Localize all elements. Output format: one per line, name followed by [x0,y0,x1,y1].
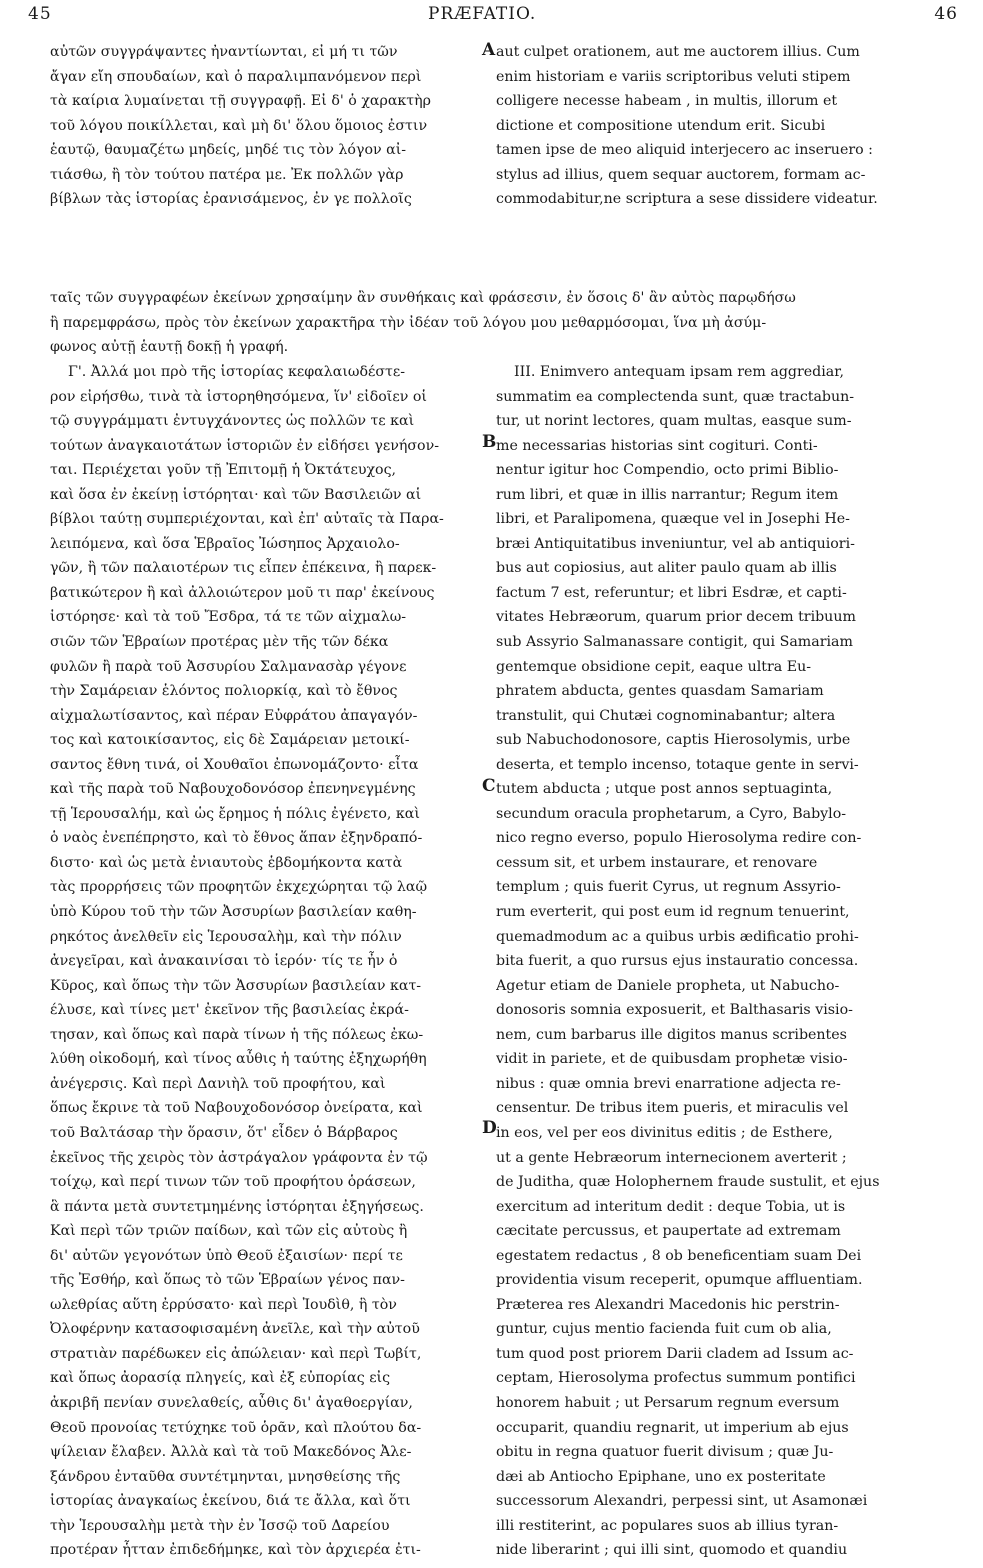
latin-column-bottom [496,360,916,1563]
greek-line: Καὶ περὶ τῶν τριῶν παίδων, καὶ τῶν εἰς αὐτοὺς ἢ [50,1223,408,1240]
greek-line: Γ'. Ἀλλά μοι πρὸ τῆς ἱστορίας κεφαλαιωδέστε- [68,364,406,380]
greek-line: Κῦρος, καὶ ὅπως τὴν τῶν Ἀσσυρίων βασιλείαν κατ- [50,977,422,994]
greek-line: τὰς προρρήσεις τῶν προφητῶν ἐκχεχώρηται τῷ λαῷ [50,879,428,896]
bridge-line: ἢ παρεμφράσω, πρὸς τὸν ἐκείνων χαρακτῆρα τὴν ἰδέαν τοῦ λόγου μου μεθαρμόσομαι, ἵνα μὴ ἀσύμ- [50,314,767,331]
greek-line: καὶ ὅσα ἐν ἐκείνῃ ἱστόρηται· καὶ τῶν Βασιλειῶν αἱ [50,486,422,503]
latin-line: nico regno everso, populo Hierosolyma redire con- [496,830,862,847]
greek-line: ἃ πάντα μετὰ συντετμημένης ἱστόρηται ἐξηγήσεως. [50,1198,424,1215]
latin-line: transtulit, qui Chutæi cognominabantur; altera [496,707,836,724]
latin-line: Præterea res Alexandri Macedonis hic perstrin- [496,1296,840,1313]
latin-line: templum ; quis fuerit Cyrus, ut regnum Assyrio- [496,879,841,896]
latin-line: censentur. De tribus item pueris, et miraculis vel [496,1100,849,1117]
running-title: PRÆFATIO. [428,4,537,24]
greek-line: τιάσθω, ἢ τὸν τούτου πατέρα με. Ἐκ πολλῶν γὰρ [50,166,404,183]
margin-letter-a: A [482,40,496,60]
greek-bridge-text [50,286,940,360]
latin-line: III. Enimvero antequam ipsam rem aggrediar, [514,364,844,380]
greek-line: ωλεθρίας αὕτη ἐρρύσατο· καὶ περὶ Ἰουδὶθ, ἣ τὸν [50,1296,397,1313]
latin-line: rum everterit, qui post eum id regnum tenuerint, [496,904,850,921]
greek-line: τοίχῳ, καὶ περί τινων τῶν τοῦ προφήτου ὁράσεων, [50,1174,416,1191]
latin-line: nide liberarint ; qui illi sint, quomodo et quandiu [496,1542,848,1559]
latin-line: donosoris somnia exposuerit, et Balthasaris visio- [496,1002,853,1019]
latin-line: tutem abducta ; utque post annos septuaginta, [496,781,833,798]
greek-line: τῇ Ἱερουσαλήμ, καὶ ὡς ἔρημος ἡ πόλις ἐγένετο, καὶ [50,805,420,822]
greek-line: ται. Περιέχεται γοῦν τῇ Ἐπιτομῇ ἡ Ὀκτάτευχος, [50,462,397,479]
greek-line: ρον εἰρήσθω, τινὰ τὰ ἱστορηθησόμενα, ἵν' εἰδοῖεν οἱ [50,388,427,405]
latin-line: successorum Alexandri, perpessi sint, ut Asamonæi [496,1493,868,1510]
latin-line: me necessarias historias sint cogituri. Conti- [496,437,818,454]
greek-line: αἰχμαλωτίσαντος, καὶ πέραν Εὐφράτου ἀπαγαγόν- [50,707,418,724]
margin-letter-c: C [482,776,496,796]
latin-line: enim historiam e variis scriptoribus veluti stipem [496,68,851,85]
greek-line: τοῦ Βαλτάσαρ τὴν ὅρασιν, ὅτ' εἶδεν ὁ Βάρβαρος [50,1124,398,1141]
latin-line: de Juditha, quæ Holophernem fraude sustulit, et ejus [496,1174,880,1191]
greek-line: προτέραν ἧτταν ἐπιδεδήμηκε, καὶ τὸν ἀρχιερέα ἐτι- [50,1542,421,1559]
latin-line: tamen ipse de meo aliquid interjecero ac inseruero : [496,142,873,159]
latin-line: rum libri, et quæ in illis narrantur; Regum item [496,486,839,503]
greek-line: ἀκριβῆ πενίαν συνελαθείς, αὖθις δι' ἀγαθοεργίαν, [50,1394,413,1411]
greek-line: τὴν Σαμάρειαν ἑλόντος πολιορκίᾳ, καὶ τὸ ἔθνος [50,683,398,700]
latin-line: tum quod post priorem Darii cladem ad Issum ac- [496,1345,854,1362]
greek-line: ἱστορίας ἀναγκαίως ἐκείνου, διά τε ἄλλα, καὶ ὅτι [50,1493,411,1510]
greek-line: γῶν, ἢ τῶν παλαιοτέρων τις εἶπεν ἐπέκεινα, ἢ παρεκ- [50,560,437,577]
greek-line: τοῦ λόγου ποικίλλεται, καὶ μὴ δι' ὅλου ὅμοιος ἐστιν [50,117,428,134]
greek-line: ἱστόρησε· καὶ τὰ τοῦ Ἔσδρα, τά τε τῶν αἰχμαλω- [50,609,407,626]
latin-line: quemadmodum ac a quibus urbis ædificatio prohi- [496,928,859,945]
margin-letter-d: D [482,1118,497,1138]
latin-line: nentur igitur hoc Compendio, octo primi Biblio- [496,462,839,479]
latin-line: cessum sit, et urbem instaurare, et renovare [496,854,818,871]
latin-line: dictione et compositione utendum erit. Sicubi [496,117,826,134]
latin-line: bus aut copiosius, aut aliter paulo quam ab illis [496,560,837,577]
greek-line: καὶ ὅπως ἀορασίᾳ πληγείς, καὶ ἐξ εὐπορίας εἰς [50,1370,391,1387]
greek-line: διστο· καὶ ὡς μετὰ ἐνιαυτοὺς ἑβδομήκοντα κατὰ [50,854,403,871]
latin-line: commodabitur,ne scriptura a sese dissidere videatur. [496,191,878,208]
greek-line: ἑαυτῷ, θαυμαζέτω μηδείς, μηδέ τις τὸν λόγον αἰ- [50,142,407,159]
greek-line: βίβλοι ταύτῃ συμπεριέχονται, καὶ ἐπ' αὐταῖς τὰ Παρα- [50,511,444,528]
greek-line: ἄγαν εἴη σπουδαίων, καὶ ὁ παραλιμπανόμενον περὶ [50,68,422,85]
latin-line: aut culpet orationem, aut me auctorem illius. Cum [496,44,860,60]
greek-line: ξάνδρου ἐνταῦθα συντέτμηνται, μνησθείσης τῆς [50,1468,401,1485]
greek-line: τησαν, καὶ ὅπως καὶ παρὰ τίνων ἡ τῆς πόλεως ἐκω- [50,1026,424,1043]
latin-line: colligere necesse habeam , in multis, illorum et [496,93,838,110]
greek-line: τὴν Ἱερουσαλὴμ μετὰ τὴν ἐν Ἰσσῷ τοῦ Δαρείου [50,1517,390,1534]
latin-line: obitu in regna quatuor fuerit divisum ; quæ Ju- [496,1444,834,1461]
greek-line: τῷ συγγράμματι ἐντυγχάνοντες ὡς πολλῶν τε καὶ [50,413,415,430]
latin-line: honorem habuit ; ut Persarum regnum eversum [496,1394,840,1411]
latin-line: occuparit, quandiu regnarit, ut imperium ab ejus [496,1419,849,1436]
greek-line: ὁ ναὸς ἐνεπέπρηστο, καὶ τὸ ἔθνος ἅπαν ἐξηνδραπό- [50,830,423,847]
latin-line: sub Nabuchodonosore, captis Hierosolymis, urbe [496,732,851,749]
greek-line: στρατιὰν παρέδωκεν εἰς ἀπώλειαν· καὶ περὶ Τωβίτ, [50,1345,422,1362]
greek-line: τος καὶ κατοικίσαντος, εἰς δὲ Σαμάρειαν μετοικί- [50,732,410,749]
bridge-line: φωνος αὐτῇ ἑαυτῇ δοκῇ ἡ γραφή. [50,339,289,356]
latin-line: deserta, et templo incenso, totaque gente in servi- [496,756,859,773]
latin-line: secundum oracula prophetarum, a Cyro, Babylo- [496,805,847,822]
greek-line: Θεοῦ προνοίας τετύχηκε τοῦ ὁρᾶν, καὶ πλούτου δα- [50,1419,422,1436]
greek-line: ἐκεῖνος τῆς χειρὸς τὸν ἀστράγαλον γράφοντα ἐν τῷ [50,1149,428,1166]
latin-line: ceptam, Hierosolyma profectus summum pontifici [496,1370,856,1387]
latin-line: egestatem redactus , 8 ob beneficentiam suam Dei [496,1247,862,1264]
latin-line: summatim ea complectenda sunt, quæ tractabun- [496,388,855,405]
page-number-right: 46 [934,4,958,24]
latin-line: Agetur etiam de Daniele propheta, ut Nabucho- [496,977,840,994]
latin-line: dæi ab Antiocho Epiphane, uno ex posteritate [496,1468,826,1485]
greek-line: σιῶν τῶν Ἑβραίων προτέρας μὲν τῆς τῶν δέκα [50,634,389,651]
margin-letter-b: B [482,432,497,452]
latin-line: in eos, vel per eos divinitus editis ; de Esthere, [496,1124,833,1141]
page-header [28,4,958,34]
greek-line: τούτων ἀναγκαιοτάτων ἱστοριῶν ἐν εἰδήσει γενήσον- [50,437,440,454]
latin-line: providentia visum receperit, opumque affluentiam. [496,1272,863,1289]
latin-line: exercitum ad interitum dedit : deque Tobia, ut is [496,1198,846,1215]
greek-line: λύθη οἰκοδομή, καὶ τίνος αὖθις ἡ ταύτης ἐξηχωρήθη [50,1051,427,1068]
greek-line: βατικώτερον ἢ καὶ ἀλλοιώτερον μοῦ τι παρ' ἐκείνους [50,584,435,601]
greek-line: ἀνεγεῖραι, καὶ ἀνακαινίσαι τὸ ἱερόν· τίς τε ἦν ὁ [50,953,398,970]
greek-line: Ὀλοφέρνην κατασοφισαμένη ἀνεῖλε, καὶ τὴν αὐτοῦ [50,1321,420,1338]
latin-line: tur, ut norint lectores, quam multas, easque sum- [496,413,852,430]
bridge-line: ταῖς τῶν συγγραφέων ἐκείνων χρησαίμην ἂν συνθήκαις καὶ φράσεσιν, ἐν ὅσοις δ' ἂν αὐτὸς παρῳδήσω [50,290,796,306]
greek-line: λειπόμενα, καὶ ὅσα Ἑβραῖος Ἰώσηπος Ἀρχαιολο- [50,535,400,552]
latin-line: nibus : quæ omnia brevi enarratione adjecta re- [496,1075,841,1092]
latin-line: cæcitate percussus, et paupertate ad extremam [496,1223,841,1240]
latin-line: bita fuerit, a quo rursus ejus instauratio concessa. [496,953,859,970]
latin-line: phratem abducta, gentes quasdam Samariam [496,683,824,700]
latin-line: stylus ad illius, quem sequar auctorem, formam ac- [496,166,866,183]
greek-line: ρηκότος ἀνελθεῖν εἰς Ἱερουσαλὴμ, καὶ τὴν πόλιν [50,928,402,945]
latin-line: libri, et Paralipomena, quæque vel in Josephi He- [496,511,850,528]
latin-line: bræi Antiquitatibus inveniuntur, vel ab antiquiori- [496,535,855,552]
greek-line: αὐτῶν συγγράψαντες ἠναντίωνται, εἰ μή τι τῶν [50,44,398,60]
greek-line: έλυσε, καὶ τίνες μετ' ἐκεῖνον τῆς βασιλείας ἐκρά- [50,1002,409,1019]
greek-line: σαντος ἔθνη τινά, οἱ Χουθαῖοι ἐπωνομάζοντο· εἶτα [50,756,419,773]
latin-line: sub Assyrio Salmanassare contigit, qui Samariam [496,634,853,651]
latin-line: illi restiterint, ac populares suos ab illius tyran- [496,1517,839,1534]
latin-line: ut a gente Hebræorum internecionem averterit ; [496,1149,847,1166]
greek-line: τῆς Ἐσθήρ, καὶ ὅπως τὸ τῶν Ἑβραίων γένος παν- [50,1272,405,1289]
page-number-left: 45 [28,4,52,24]
greek-line: ἀνέγερσις. Καὶ περὶ Δανιὴλ τοῦ προφήτου, καὶ [50,1075,386,1092]
greek-line: καὶ τῆς παρὰ τοῦ Ναβουχοδονόσορ ἐπενηνεγμένης [50,781,416,798]
greek-line: ψίλειαν ἔλαβεν. Ἀλλὰ καὶ τὰ τοῦ Μακεδόνος Ἀλε- [50,1444,412,1461]
latin-line: nem, cum barbarus ille digitos manus scribentes [496,1026,847,1043]
latin-line: guntur, cujus mentio facienda fuit cum ob alia, [496,1321,832,1338]
latin-line: vitates Hebræorum, quarum prior decem tribuum [496,609,856,626]
latin-line: factum 7 est, referuntur; et libri Esdræ, et capti- [496,584,847,601]
greek-column-top [50,40,482,212]
greek-column-bottom [50,360,482,1563]
greek-line: βίβλων τὰς ἱστορίας ἐρανισάμενος, ἐν γε πολλοῖς [50,191,412,208]
latin-line: vidit in pariete, et de quibusdam prophetæ visio- [496,1051,848,1068]
greek-line: τὰ καίρια λυμαίνεται τῇ συγγραφῇ. Εἰ δ' ὁ χαρακτὴρ [50,93,431,110]
latin-column-top [496,40,916,212]
greek-line: δι' αὐτῶν γεγονότων ὑπὸ Θεοῦ ἐξαισίων· περί τε [50,1247,403,1264]
latin-line: gentemque obsidione cepit, eaque ultra Eu- [496,658,812,675]
greek-line: φυλῶν ἢ παρὰ τοῦ Ἀσσυρίου Σαλμανασὰρ γέγονε [50,658,407,675]
greek-line: ὅπως ἔκρινε τὰ τοῦ Ναβουχοδονόσορ ὀνείρατα, καὶ [50,1100,423,1117]
greek-line: ὑπὸ Κύρου τοῦ τὴν τῶν Ἀσσυρίων βασιλείαν καθη- [50,904,417,921]
